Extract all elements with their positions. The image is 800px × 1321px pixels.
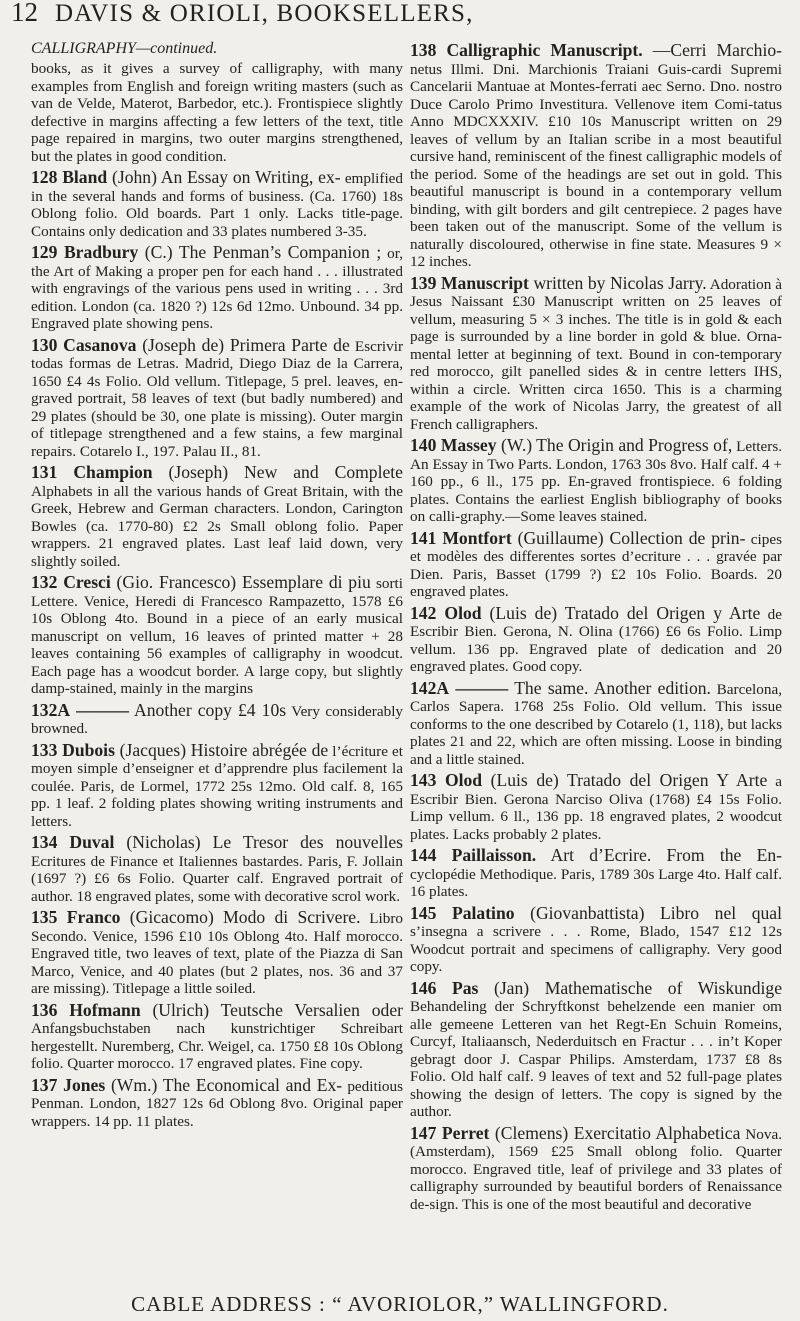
- catalogue-entry: [31, 1000, 403, 1073]
- entry-lead-line: [31, 1000, 403, 1020]
- entry-number: 133: [31, 739, 58, 760]
- entry-author: Olod: [444, 770, 483, 790]
- entry-author: Olod: [444, 602, 482, 623]
- entry-number: 139: [410, 272, 437, 293]
- entry-number: 141: [410, 527, 437, 548]
- catalogue-entry: [410, 40, 782, 271]
- entry-title-start: (Jacques) Histoire abrégée de: [119, 739, 329, 760]
- entry-author: ———: [76, 699, 129, 720]
- entry-title-start: (Joseph de) Primera Parte de: [142, 334, 350, 355]
- entry-number: 137: [31, 1074, 58, 1095]
- entry-author: Jones: [63, 1074, 106, 1095]
- entry-description: netus Illmi. Dni. Marchionis Traiani Guis-cardi Supremi Cancelarii Mantuae at Montes-ferrati aec Serno. Dno. nostro Duce Carolo Primo Investitura. Vellenove item Comi-tatus Anno MDCXXXIV. £10 10s Manuscript written on 29 leaves of vellum by an Italian scribe in a most beautiful cursive hand, reminiscent of the finest calligraphic models of the period. Some of the headings are set out in gold. This beautiful manuscript is bound in a contemporary vellum binding, with gilt borders and gilt centrepiece. 2 pages have been taken out of the manuscript. Some of the vellum is naturally discoloured, otherwise in fine state. Measures 9 × 12 inches.: [410, 60, 782, 270]
- entry-description: Barcelona, Carlos Sapera. 1768 25s Folio. Old vellum. This issue conforms to the one described by Cotarelo (1, 118), but lacks plates 21 and 22, which are often missing. Loose in binding and a little stained.: [410, 680, 782, 768]
- entry-title-start: (John) An Essay on Writing, ex-: [111, 167, 341, 187]
- entry-author: Paillaisson.: [451, 845, 537, 865]
- entry-lead-line: [31, 1075, 342, 1095]
- entry-title-start: (W.) The Origin and Progress of,: [500, 435, 733, 455]
- entry-title-start: Art d’Ecrire. From the En-: [550, 845, 782, 865]
- entry-number: 142A: [410, 677, 450, 698]
- catalogue-entry: [410, 528, 782, 601]
- entry-author: Franco: [66, 907, 121, 927]
- entry-lead-line: [410, 273, 707, 293]
- entry-title-start: (Luis de) Tratado del Origen y Arte: [489, 602, 761, 623]
- entry-lead-line: [31, 167, 341, 187]
- entry-number: 131: [31, 462, 58, 482]
- entry-number: 145: [410, 902, 437, 923]
- entry-title-start: (C.) The Penman’s Companion ;: [144, 242, 382, 262]
- entry-author: Dubois: [62, 739, 115, 760]
- entry-author: Duval: [69, 832, 115, 852]
- entry-title-start: Another copy £4 10s: [134, 699, 287, 720]
- entry-title-start: (Clemens) Exercitatio Alphabetica: [494, 1122, 741, 1143]
- entry-lead-line: [410, 770, 767, 790]
- entry-number: 135: [31, 907, 58, 927]
- entry-author: Perret: [441, 1122, 490, 1143]
- entry-lead-line: [410, 845, 782, 865]
- entry-description: a Escribir Bien. Gerona Narciso Oliva (1768) £4 15s Folio. Limp vellum. 6 ll., 136 pp. 18 engraved plates, 2 woodcut plates. Lacks probably 2 plates.: [410, 773, 782, 843]
- catalogue-entry: [31, 832, 403, 905]
- entry-description: sorti Lettere. Venice, Heredi di Francesco Rampazetto, 1578 £6 10s Oblong 4to. Bound in a piece of an early musical manuscript on vellum, 16 leaves of printed matter + 28 leaves containing 56 examples of calligraphy in woodcut. Each page has a woodcut border. A large copy, but slightly damp-stained, mainly in the margins: [31, 575, 403, 697]
- entry-number: 136: [31, 999, 58, 1020]
- entry-number: 134: [31, 832, 58, 852]
- entry-number: 129: [31, 242, 58, 262]
- entry-lead-line: [31, 907, 361, 927]
- catalogue-entry: [31, 167, 403, 240]
- entry-author: ———: [455, 677, 509, 698]
- entry-description: Behandeling der Schryftkonst behelzende een manier om alle gemeene Letteren van het Regt-En Schuin Romeins, Curcyf, Italiaansch, Nederduitsch en Fractur . . . in’t Koper gebragt door J. Caspar Philips. Amsterdam, 1737 £8 8s Folio. Old half calf. 9 leaves of text and 52 full-page plates showing the design of letters. The copy is signed by the author.: [410, 998, 782, 1120]
- entry-number: 132: [31, 572, 58, 592]
- entry-description: cipes et modèles des differentes sortes d’ecriture . . . gravée par Dien. Paris, Basset (1799 ?) £2 10s Folio. Boards. 20 engraved plates.: [410, 530, 782, 600]
- running-title: DAVIS & ORIOLI, BOOKSELLERS,: [55, 0, 474, 27]
- catalogue-entry: [31, 335, 403, 461]
- catalogue-entry: [31, 740, 403, 831]
- entry-author: Casanova: [63, 334, 137, 355]
- catalogue-entry: [410, 603, 782, 676]
- entry-author: Bradbury: [63, 242, 139, 262]
- entry-lead-line: [410, 528, 745, 548]
- entry-author: Montfort: [442, 527, 512, 548]
- entry-number: 140: [410, 435, 437, 455]
- entry-number: 146: [410, 977, 437, 998]
- entry-title-start: (Guillaume) Collection de prin-: [517, 527, 746, 548]
- entry-lead-line: [410, 678, 711, 698]
- entry-lead-line: [31, 335, 350, 355]
- catalogue-entry: [31, 242, 403, 333]
- entry-description: l’écriture et moyen simple d’enseigner et d’apprendre plus facilement la coulée. Paris, de Lormel, 1772 25s 12mo. Old calf. 8, 165 pp. 1 leaf. 2 folding plates showing writing instruments and letters.: [31, 742, 403, 830]
- entry-description: peditious Penman. London, 1827 12s 6d Oblong 8vo. Original paper wrappers. 14 pp. 11 plates.: [31, 1077, 403, 1130]
- entry-title-start: (Gio. Francesco) Essemplare di piu: [116, 572, 371, 592]
- entry-description: Alphabets in all the various hands of Great Britain, with the Greek, Hebrew and German characters. London, Carington Bowles (ca. 1770-80) £2 2s Small oblong folio. Paper wrappers. 21 engraved plates. Last leaf laid down, very slightly soiled.: [31, 482, 403, 570]
- entry-title-start: (Nicholas) Le Tresor des nouvelles: [126, 832, 403, 852]
- left-column: [31, 40, 403, 1132]
- page-header: [0, 0, 800, 30]
- entry-description: Very considerably browned.: [31, 702, 403, 737]
- entry-lead-line: [31, 700, 286, 720]
- entry-number: 147: [410, 1122, 437, 1143]
- entry-lead-line: [410, 40, 782, 60]
- catalogue-entry: [410, 435, 782, 526]
- entry-author: Cresci: [63, 572, 111, 592]
- catalogue-entry: [31, 1075, 403, 1131]
- entry-description: emplified in the several hands and forms of business. (Ca. 1760) 18s Oblong folio. Old boards. Part 1 only. Lacks title-page. Contains only dedication and 33 plates numbered 3-35.: [31, 170, 403, 240]
- catalogue-entry: [410, 770, 782, 843]
- entry-lead-line: [31, 740, 328, 760]
- entry-lead-line: [410, 978, 782, 998]
- catalogue-entry: [31, 572, 403, 698]
- entry-title-start: (Ulrich) Teutsche Versalien oder: [152, 999, 403, 1020]
- entry-description: Anfangsbuchstaben nach kunstrichtiger Schreibart hergestellt. Nuremberg, Chr. Weigel, ca. 1750 £8 10s Oblong folio. Quarter morocco. 17 engraved plates. Fine copy.: [31, 1020, 403, 1072]
- entry-title-start: The same. Another edition.: [514, 677, 711, 698]
- right-column: [410, 40, 782, 1215]
- entry-author: Pas: [451, 977, 479, 998]
- entry-title-start: (Wm.) The Economical and Ex-: [110, 1074, 343, 1095]
- entry-title-start: (Joseph) New and Complete: [168, 462, 403, 482]
- entry-description: Letters. An Essay in Two Parts. London, 1763 30s 8vo. Half calf. 4 + 160 pp., 6 ll., 175 pp. En-graved frontispiece. 6 folding plates. Contains the earliest English bibliography of books on calli-graphy.—Some leaves stained.: [410, 438, 782, 525]
- entry-description: cyclopédie Methodique. Paris, 1789 30s Large 4to. Half calf. 16 plates.: [410, 865, 782, 900]
- entry-author: Hofmann: [69, 999, 141, 1020]
- catalogue-entry: [31, 462, 403, 570]
- entry-description: or, the Art of Making a proper pen for each hand . . . illustrated with engravings of the various pens used in writing . . . 3rd edition. London (ca. 1820 ?) 12s 6d 12mo. Unbound. 34 pp. Engraved plate showing pens.: [31, 245, 403, 332]
- entry-number: 130: [31, 334, 58, 355]
- catalogue-entry: [410, 978, 782, 1121]
- entry-author: Manuscript: [440, 272, 529, 293]
- entry-number: 128: [31, 167, 58, 187]
- entry-lead-line: [31, 572, 371, 592]
- section-subheading: CALLIGRAPHY—continued.: [31, 40, 218, 57]
- entry-lead-line: [31, 832, 403, 852]
- entry-description: Ecritures de Finance et Italiennes bastardes. Paris, F. Jollain (1697 ?) £6 6s Folio. Quarter calf. Engraved portrait of author. 18 engraved plates, some with decorative scrol work.: [31, 852, 403, 905]
- entry-title-start: (Jan) Mathematische of Wiskundige: [493, 977, 782, 998]
- entry-number: 142: [410, 602, 437, 623]
- entry-title-start: —Cerri Marchio-: [652, 40, 782, 60]
- entry-author: Palatino: [451, 902, 515, 923]
- entry-description: de Escribir Bien. Gerona, N. Olina (1766) £6 6s Folio. Limp vellum. 136 pp. Engraved plate of dedication and 20 engraved plates. Good copy.: [410, 605, 782, 675]
- entry-lead-line: [410, 435, 732, 455]
- catalogue-entry: [31, 700, 403, 738]
- entry-number: 132A: [31, 699, 71, 720]
- entry-number: 143: [410, 770, 437, 790]
- catalogue-entry: [410, 903, 782, 976]
- entry-description: Adoration à Jesus Naissant £30 Manuscript written on 25 leaves of vellum, measuring 5 × 3 inches. The title is in gold & each page is surrounded by a line border in gold & blue. Orna-mental letter at beginning of text. Bound in con-temporary red morocco, gilt panelled sides & in centre letters IHS, within a circle. Written circa 1650. This is a charming example of the work of Nicolas Jarry, the greatest of all French calligraphers.: [410, 275, 782, 433]
- entry-number: 138: [410, 40, 437, 60]
- entry-title-start: (Giovanbattista) Libro nel qual: [530, 902, 782, 923]
- right-entries: [410, 40, 782, 1213]
- catalogue-entry: [410, 678, 782, 769]
- catalogue-entry: [410, 845, 782, 901]
- entry-number: 144: [410, 845, 437, 865]
- entry-author: Bland: [62, 167, 108, 187]
- entry-title-start: (Gicacomo) Modo di Scrivere.: [129, 907, 361, 927]
- page-number: 12: [11, 0, 38, 27]
- entry-title-start: (Luis de) Tratado del Origen Y Arte: [490, 770, 768, 790]
- left-entries: [31, 167, 403, 1130]
- catalogue-entry: [410, 273, 782, 434]
- entry-description: Escrivir todas formas de Letras. Madrid, Diego Diaz de la Carrera, 1650 £4 4s Folio. Old vellum. Titlepage, 5 prel. leaves, en-graved portrait, 58 leaves of text (but badly numbered) and 29 plates (should be 30, one plate is missing). Outer margin of titlepage strengthened and a few stains, a few marginal repairs. Cotarelo I., 197. Palau II., 81.: [31, 337, 403, 460]
- entry-description: Nova. (Amsterdam), 1569 £25 Small oblong folio. Quarter morocco. Engraved title, leaf of privilege and 33 plates of calligraphy surrounded by beautiful borders of Renaissance de-sign. This is one of the most beautiful and decorative: [410, 1125, 782, 1213]
- entry-lead-line: [31, 462, 403, 482]
- catalogue-entry: [410, 1123, 782, 1214]
- entry-author: Calligraphic Manuscript.: [446, 40, 643, 60]
- entry-description: s’insegna a scrivere . . . Rome, Blado, 1547 £12 12s Woodcut portrait and specimens of calligraphy. Very good copy.: [410, 923, 782, 975]
- entry-title-start: written by Nicolas Jarry.: [533, 272, 707, 293]
- entry-description: Libro Secondo. Venice, 1596 £10 10s Oblong 4to. Half morocco. Engraved title, two leaves of text, plate of the Piazza di San Marco, Venice, and 40 plates (but 2 plates, nos. 36 and 37 are missing). Titlepage a little soiled.: [31, 910, 403, 997]
- entry-author: Champion: [73, 462, 153, 482]
- entry-lead-line: [410, 1123, 740, 1143]
- page-footer: CABLE ADDRESS : “ AVORIOLOR,” WALLINGFORD.: [131, 1292, 669, 1316]
- entry-author: Massey: [440, 435, 497, 455]
- entry-lead-line: [31, 242, 381, 262]
- entry-lead-line: [410, 903, 782, 923]
- catalogue-entry: [31, 907, 403, 998]
- entry-lead-line: [410, 603, 760, 623]
- continuation-text: books, as it gives a survey of calligraphy, with many examples from English and foreign writing masters (such as van de Velde, Materot, Barbedor, etc.). Frontispiece slightly defective in margins affecting a few letters of the text, title page repaired in margins, two outer margins strengthened, but the plates in good condition.: [31, 60, 403, 165]
